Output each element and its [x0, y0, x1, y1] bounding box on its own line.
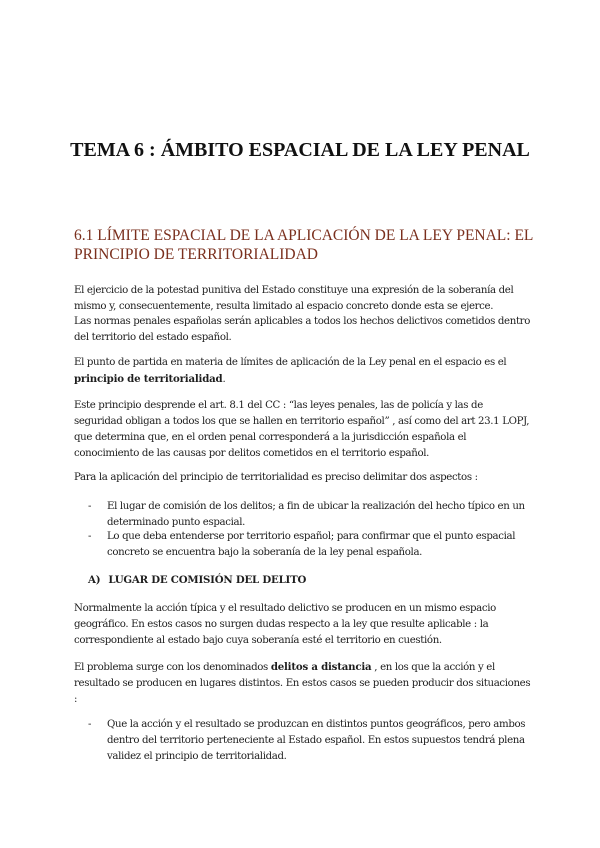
dash-bullet: -	[88, 531, 92, 542]
subsection-heading	[88, 572, 306, 588]
dash-bullet: -	[88, 501, 92, 512]
list-item-text: Lo que deba entenderse por territorio español; para confirmar que el punto espacial concreto se encuentra bajo la soberanía de la ley penal española.	[107, 531, 516, 558]
paragraph-text: , en los que la acción y el resultado se producen en lugares distintos. En estos casos se pueden producir dos situaciones :	[74, 662, 531, 705]
paragraph-lugar: Normalmente la acción típica y el resultado delictivo se producen en un mismo espacio geográfico. En estos casos no surgen dudas respecto a la ley que resulte aplicable : la correspondiente al estado bajo cuya soberanía esté el territorio en cuestión.	[74, 603, 496, 646]
paragraph-text: .	[222, 374, 226, 385]
list-item	[88, 499, 533, 531]
paragraph-punto-partida	[74, 355, 534, 388]
bold-term: principio de territorialidad	[74, 373, 223, 385]
paragraph-articulo: Este principio desprende el art. 8.1 del CC : “las leyes penales, las de policía y las de seguridad obligan a todos los que se hallen en territorio español” , así como del art 23.1 LOPJ, que determina que, en el orden penal corresponderá a la jurisdicción española el conocimiento de las causas por delitos cometidos en el territorio español.	[74, 400, 530, 459]
list-item	[88, 529, 533, 561]
paragraph-text: El problema surge con los denominados	[74, 662, 271, 673]
paragraph-distancia	[74, 659, 534, 708]
subsection-number: A)	[88, 574, 101, 586]
list-item-text: El lugar de comisión de los delitos; a fin de ubicar la realización del hecho típico en un determinado punto espacial.	[107, 501, 525, 528]
paragraph-normas: Las normas penales españolas serán aplicables a todos los hechos delictivos cometidos dentro del territorio del estado español.	[74, 316, 530, 343]
paragraph-text: El punto de partida en materia de límites de aplicación de la Ley penal en el espacio es el	[74, 357, 507, 368]
paragraph-potestad: El ejercicio de la potestad punitiva del Estado constituye una expresión de la soberanía del mismo y, consecuentemente, resulta limitado al espacio concreto donde esta se ejerce.	[74, 285, 514, 312]
subsection-title: LUGAR DE COMISIÓN DEL DELITO	[108, 574, 307, 586]
paragraph-aspectos: Para la aplicación del principio de territorialidad es preciso delimitar dos aspectos :	[74, 472, 478, 483]
list-item	[88, 717, 533, 765]
page-title: TEMA 6 : ÁMBITO ESPACIAL DE LA LEY PENAL	[70, 139, 530, 161]
list-item-text: Que la acción y el resultado se produzcan en distintos puntos geográficos, pero ambos dentro del territorio perteneciente al Estado español. En estos supuestos tendrá plena validez el principio de territorialidad.	[107, 719, 526, 762]
bold-term: delitos a distancia	[270, 661, 372, 673]
dash-bullet: -	[88, 719, 92, 730]
section-heading: 6.1 LÍMITE ESPACIAL DE LA APLICACIÓN DE LA LEY PENAL: EL PRINCIPIO DE TERRITORIALIDAD	[74, 227, 533, 263]
